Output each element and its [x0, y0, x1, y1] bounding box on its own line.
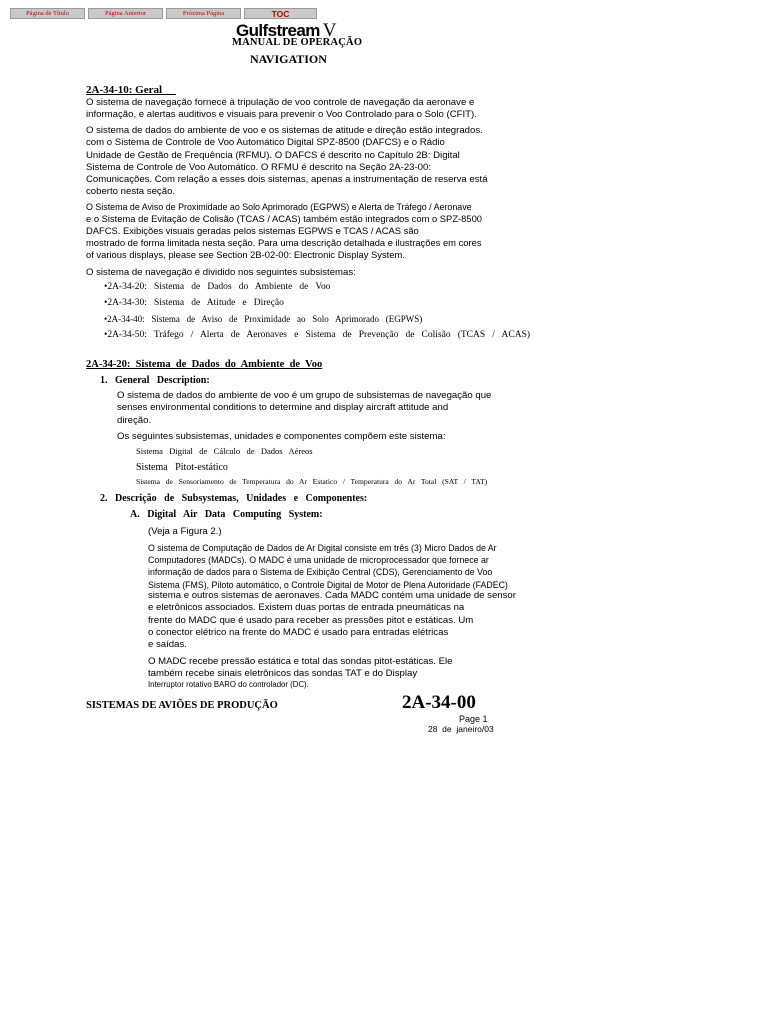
list-item: •2A-34-20: Sistema de Dados do Ambiente de Voo: [104, 282, 331, 292]
footer-series: SISTEMAS DE AVIÕES DE PRODUÇÃO: [86, 700, 278, 711]
list-item: •2A-34-40: Sistema de Aviso de Proximidade ao Solo Aprimorado (EGPWS): [104, 314, 423, 324]
paragraph-1: O sistema de navegação fornece à tripulação de voo controle de navegação da aeronave e informação, e alertas auditivos e visuais para prevenir o Voo Controlado para o Solo (CFIT).: [86, 97, 477, 121]
footer-date: 28 de janeiro/03: [428, 724, 494, 734]
title-page-button[interactable]: Página de Título: [10, 8, 85, 19]
next-page-button[interactable]: Próxima Página: [166, 8, 241, 19]
paragraph-2: O sistema de dados do ambiente de voo e os sistemas de atitude e direção estão integrados. com o Sistema de Controle de Voo Automático Digital SPZ-8500 (DAFCS) e o Rádio Unidade de Gestão de Frequência (RFMU). O DAFCS é descrito no Capítulo 2B: Digital Sistema de Controle de Voo Automático. O RFMU é descrito na Seção 2A-23-00: Comunicações. Com relação a esses dois sistemas, apenas a instrumentação de reserva está coberto nesta seção.: [86, 125, 488, 198]
paragraph-subsystems-intro: O sistema de navegação é dividido nos seguintes subsistemas:: [86, 267, 356, 278]
item-1-title: 1. General Description:: [100, 375, 210, 386]
paragraph-3: O Sistema de Aviso de Proximidade ao Solo Aprimorado (EGPWS) e Alerta de Tráfego / Aeronave e o Sistema de Evitação de Colisão (TCAS / ACAS) também estão integrados com o SPZ-8500 DAFCS. Exibições visuais geradas pelos sistemas EGPWS e TCAS / ACAS são mostrado de forma limitada nesta seção. Para uma descrição detalhada e ilustrações em cores of various displays, please see Section 2B-02-00: Electronic Display System.: [86, 202, 483, 260]
manual-title: MANUAL DE OPERAÇÃO: [232, 37, 363, 48]
item-a-paragraph-2: O MADC recebe pressão estática e total das sondas pitot-estáticas. Ele também recebe sinais eletrônicos das sondas TAT e do Display: [148, 656, 453, 680]
list-item: Sistema de Sensoriamento de Temperatura do Ar Estatico / Temperatura do Ar Total (SAT / TAT): [136, 477, 488, 486]
footer-section-code: 2A-34-00: [402, 692, 476, 713]
previous-page-button[interactable]: Página Anterior: [88, 8, 163, 19]
item-2-title: 2. Descrição de Subsystemas, Unidades e Componentes:: [100, 493, 368, 504]
chapter-title: NAVIGATION: [250, 52, 327, 66]
item-a-title: A. Digital Air Data Computing System:: [130, 509, 323, 520]
list-item: Sistema Digital de Cálculo de Dados Aéreos: [136, 446, 313, 456]
section-heading-air-data: 2A-34-20: Sistema de Dados do Ambiente de Voo: [86, 359, 323, 370]
list-item: Sistema Pitot-estático: [136, 462, 228, 473]
list-item: •2A-34-50: Tráfego / Alerta de Aeronaves e Sistema de Prevenção de Colisão (TCAS / ACAS): [104, 330, 531, 340]
footer-page-number: Page 1: [459, 714, 488, 724]
item-a-paragraph-cont: sistema e outros sistemas de aeronaves. Cada MADC contém uma unidade de sensor e eletrônicos associados. Existem duas portas de entrada pneumáticas na frente do MADC que é usado para receber as pressões pitot e estáticas. Um o conector elétrico na frente do MADC é usado para entradas elétricas e saídas.: [148, 590, 516, 651]
section-heading-geral: 2A-34-10: Geral: [86, 84, 163, 96]
list-item: •2A-34-30: Sistema de Atitude e Direção: [104, 298, 284, 308]
item-1-paragraph: O sistema de dados do ambiente de voo é um grupo de subsistemas de navegação que senses environmental conditions to determine and display aircraft attitude and direção.: [117, 390, 492, 426]
item-a-paragraph-2-end: Interruptor rotativo BARO do controlador (DC).: [148, 680, 309, 689]
item-1-components-intro: Os seguintes subsistemas, unidades e componentes compõem este sistema:: [117, 431, 446, 442]
brand-logo: Gulfstream V: [236, 20, 336, 41]
item-a-paragraph: O sistema de Computação de Dados de Ar Digital consiste em três (3) Micro Dados de Ar Computadores (MADCs). O MADC é uma unidade de microprocessador que fornece ar informação de dados para o Sistema de Exibição Central (CDS), Gerenciamento de Voo Sistema (FMS), Piloto automático, o Controle Digital de Motor de Plena Autoridade (FADEC): [148, 543, 508, 590]
figure-reference: (Veja a Figura 2.): [148, 526, 222, 537]
toc-button[interactable]: TOC: [244, 8, 317, 19]
